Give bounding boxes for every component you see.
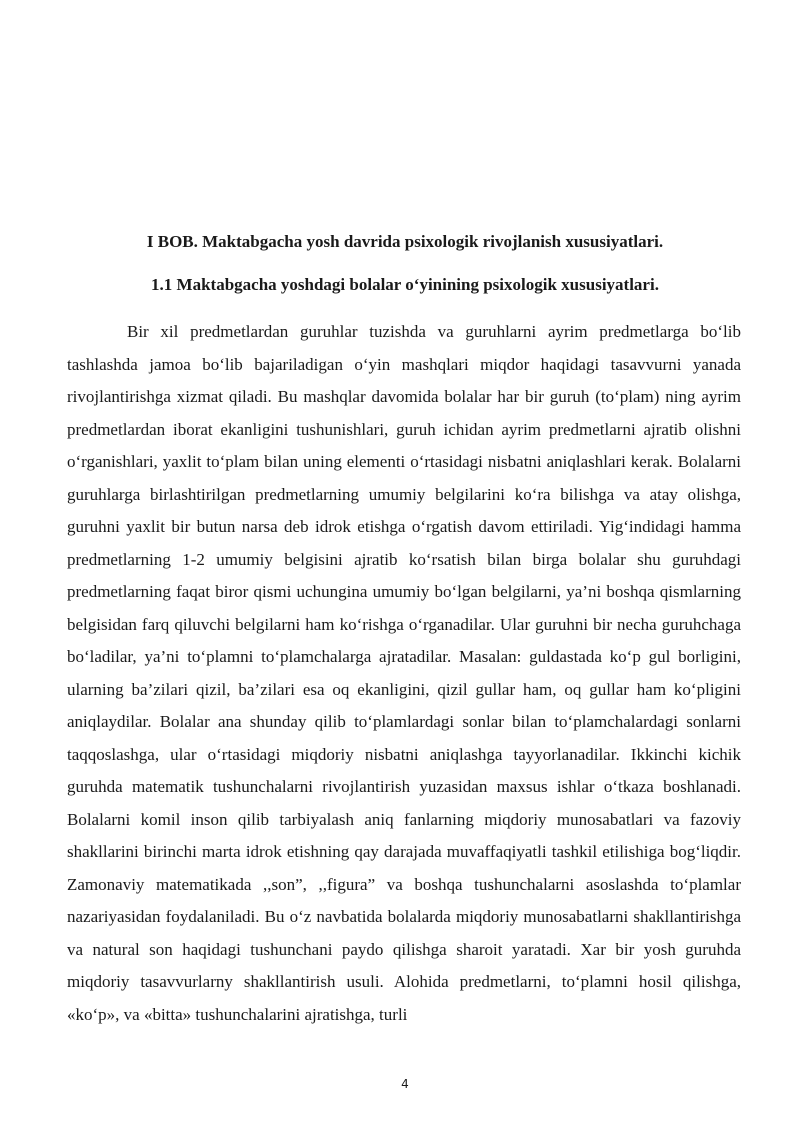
chapter-title: I BOB. Maktabgacha yosh davrida psixologik rivojlanish xususiyatlari. [146, 232, 664, 251]
section-title: 1.1 Maktabgacha yoshdagi bolalar o‘yinining psixologik xususiyatlari. [151, 275, 659, 294]
body-paragraph: Bir xil predmetlardan guruhlar tuzishda va guruhlarni ayrim predmetlarga bo‘lib tashlashda jamoa bo‘lib bajariladigan o‘yin mashqlari miqdor haqidagi tasavvurni yanada rivojlantirishga xizmat qiladi. Bu mashqlar davomida bolalar har bir guruh (to‘plam) ning ayrim predmetlardan iborat ekanligini tushunishlari, guruh ichidan ayrim predmetlarni ajratib olishni o‘rganishlari, yaxlit to‘plam bilan uning elementi o‘rtasidagi nisbatni aniqlashlari kerak. Bolalarni guruhlarga birlashtirilgan predmetlarning umumiy belgilarini ko‘ra bilishga va atay olishga, guruhni yaxlit bir butun narsa deb idrok etishga o‘rgatish davom ettiriladi. Yig‘indidagi hamma predmetlarning 1-2 umumiy belgisini ajratib ko‘rsatish bilan birga bolalar shu guruhdagi predmetlarning faqat biror qismi uchungina umumiy bo‘lgan belgilarni, ya’ni boshqa qismlarning belgisidan farq qiluvchi belgilarni ham ko‘rishga o‘rganadilar. Ular guruhni bir necha guruhchaga bo‘ladilar, ya’ni to‘plamni to‘plamchalarga ajratadilar. Masalan: guldastada ko‘p gul borligini, ularning ba’zilari qizil, ba’zilari esa oq ekanligini, qizil gullar ham, oq gullar ham ko‘pligini aniqlaydilar. Bolalar ana shunday qilib to‘plamlardagi sonlar bilan to‘plamchalardagi sonlarni taqqoslashga, ular o‘rtasidagi miqdoriy nisbatni aniqlashga tayyorlanadilar. Ikkinchi kichik guruhda matematik tushunchalarni rivojlantirish yuzasidan maxsus ishlar o‘tkaza boshlanadi. Bolalarni komil inson qilib tarbiyalash aniq fanlarning miqdoriy munosabatlari va fazoviy shakllarini birinchi marta idrok etishning qay darajada muvaffaqiyatli tashkil etilishiga bog‘liqdir. Zamonaviy matematikada ,,son”, ,,figura” va boshqa tushunchalarni asoslashda to‘plamlar nazariyasidan foydalaniladi. Bu o‘z navbatida bolalarda miqdoriy munosabatlarni shakllantirishga va natural son haqidagi tushunchani paydo qilishga sharoit yaratadi. Xar bir yosh guruhda miqdoriy tasavvurlarny shakllantirish usuli. Alohida predmetlarni, to‘plamni hosil qilishga, «ko‘p», va «bitta» tushunchalarini ajratishga, turli [67, 322, 741, 1024]
page-number: 4 [401, 1077, 409, 1091]
